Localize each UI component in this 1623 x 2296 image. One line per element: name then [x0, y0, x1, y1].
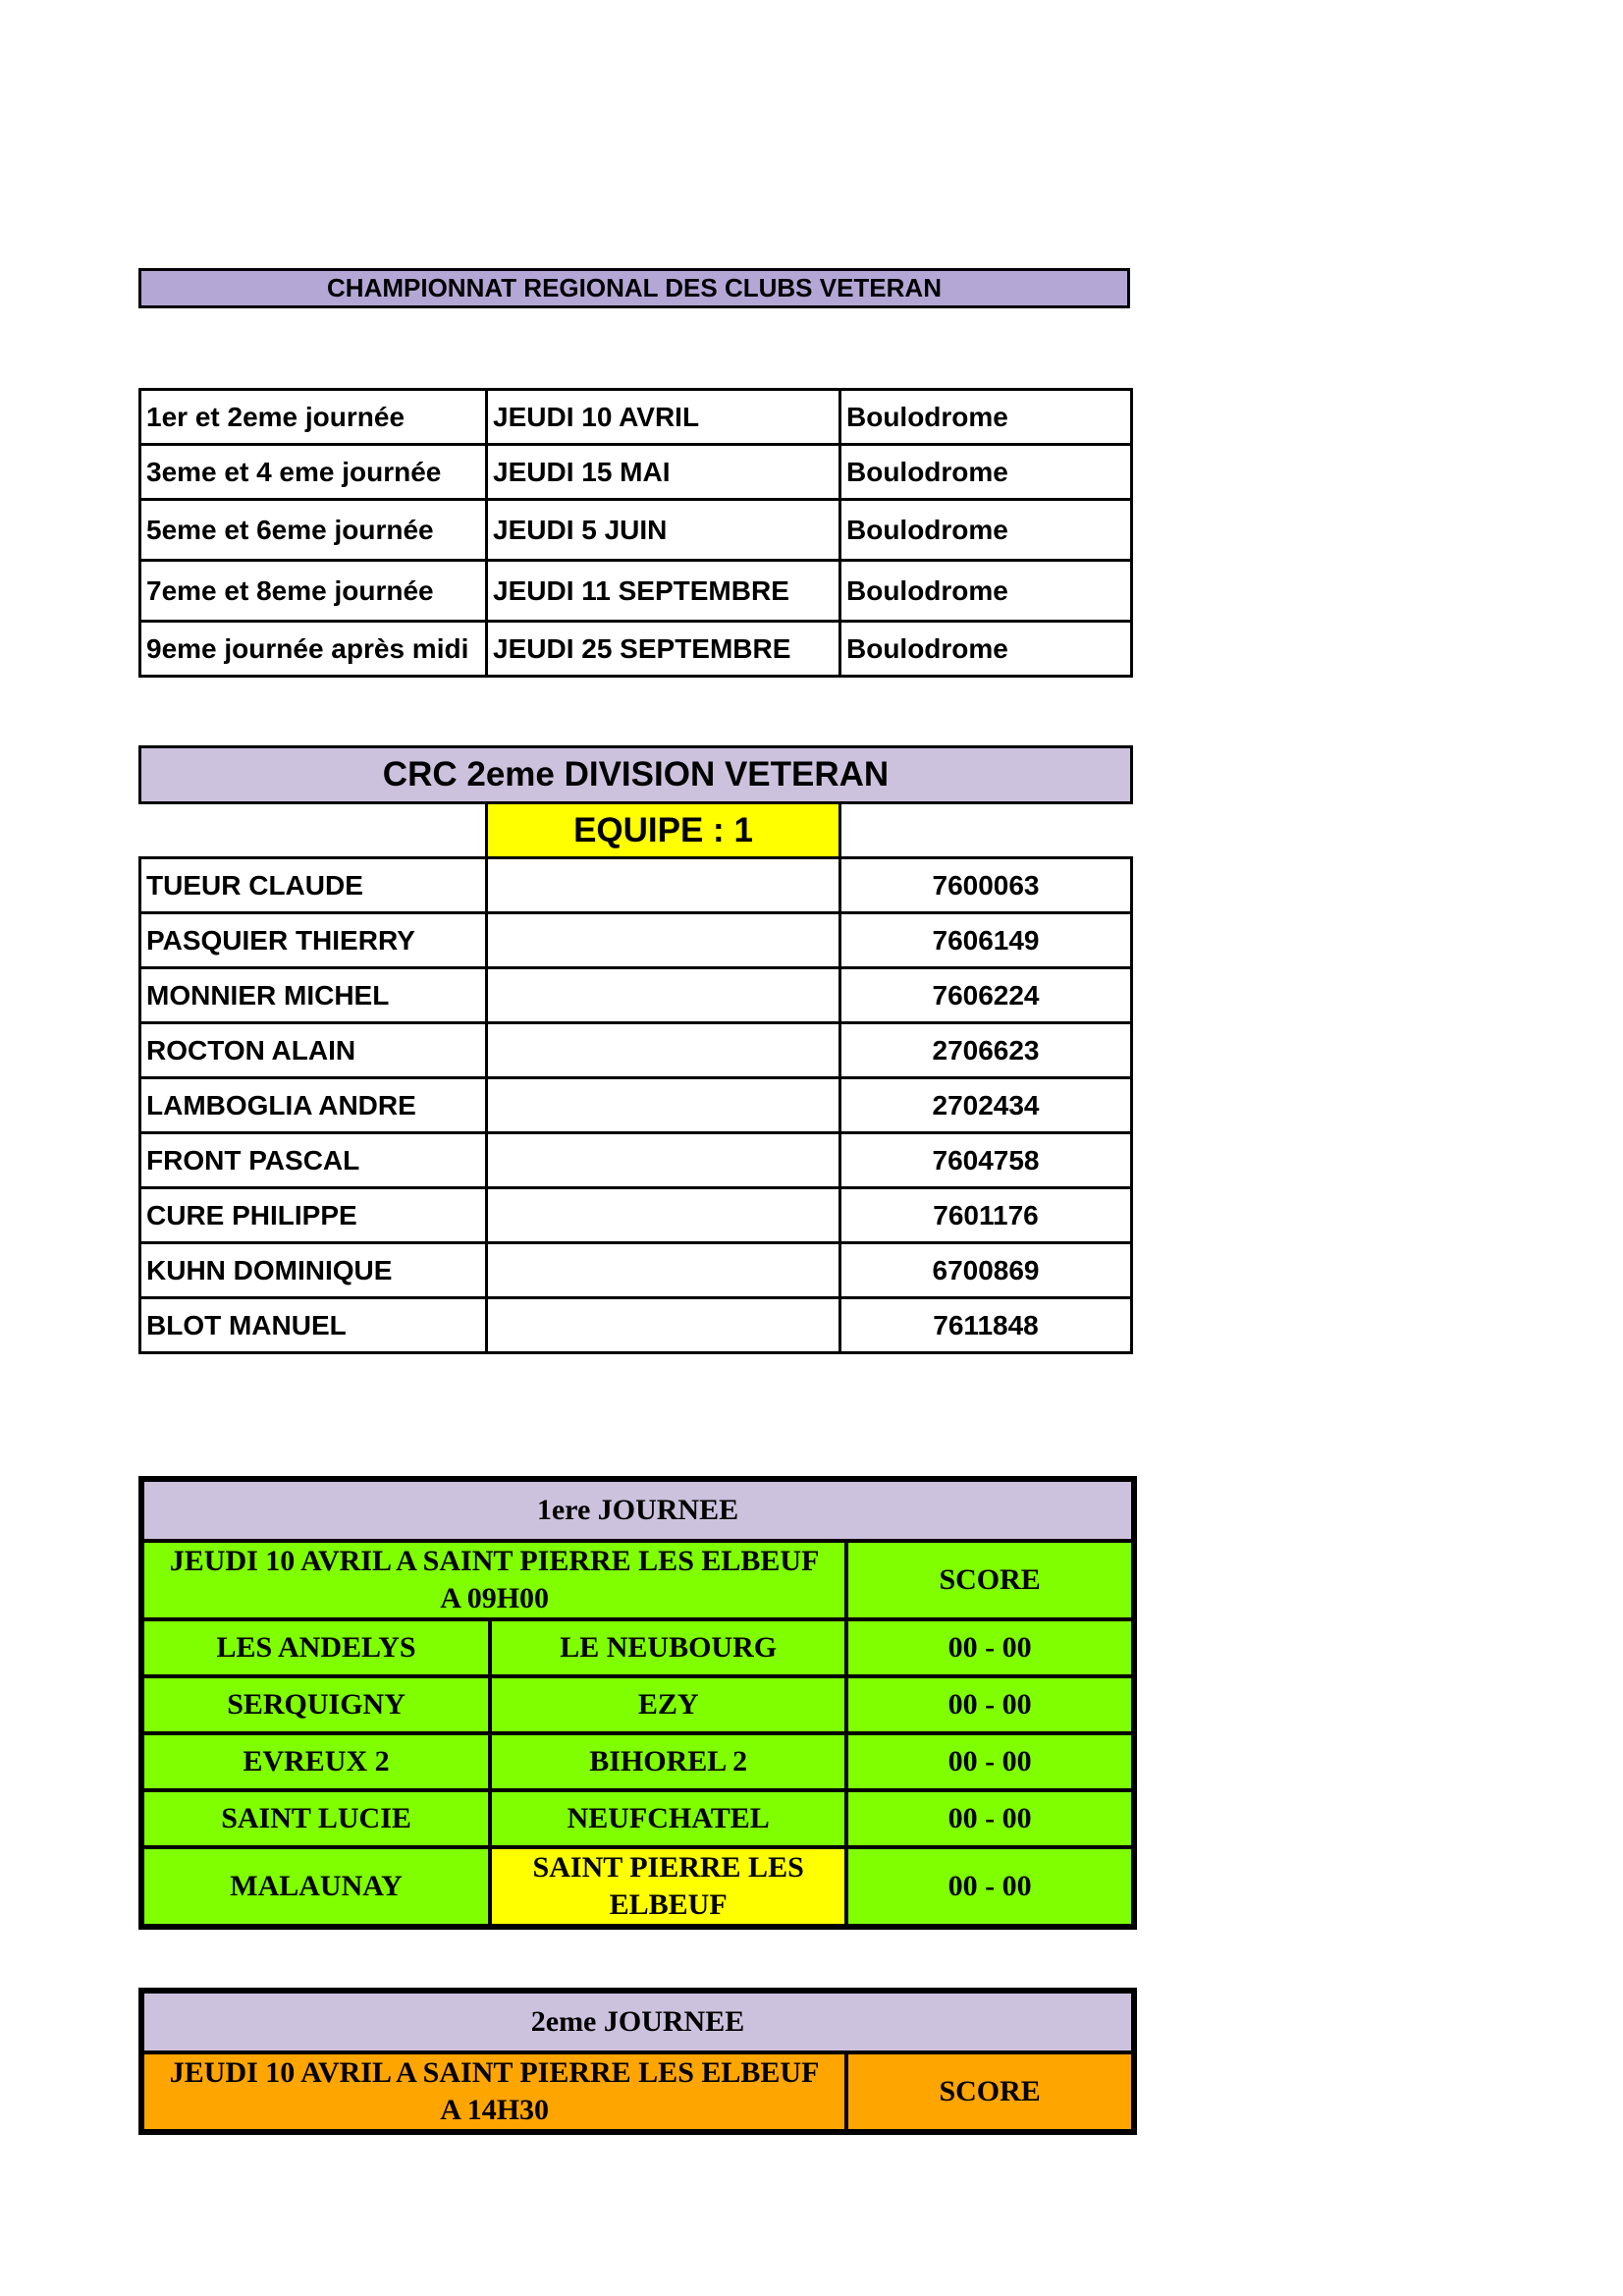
away-team: EZY	[490, 1676, 846, 1733]
player-id: 7611848	[840, 1298, 1132, 1353]
player-name: LAMBOGLIA ANDRE	[140, 1078, 487, 1133]
match-score: 00 - 00	[846, 1733, 1134, 1790]
venue-cell: Boulodrome	[840, 390, 1132, 445]
journee-header-row	[141, 1479, 1134, 1541]
date-cell: JEUDI 11 SEPTEMBRE	[487, 561, 840, 622]
schedule-table	[138, 388, 1133, 678]
player-id: 7600063	[840, 858, 1132, 913]
match-row	[141, 1790, 1134, 1847]
home-team: LES ANDELYS	[141, 1619, 490, 1676]
blank-cell	[487, 1243, 840, 1298]
blank-cell	[487, 1133, 840, 1188]
venue-cell: Boulodrome	[840, 561, 1132, 622]
blank-cell	[140, 803, 487, 858]
host-team	[490, 1847, 846, 1927]
blank-cell	[840, 803, 1132, 858]
player-row	[140, 968, 1132, 1023]
division-title: CRC 2eme DIVISION VETERAN	[140, 747, 1132, 803]
schedule-row	[140, 390, 1132, 445]
division-header-row	[140, 747, 1132, 803]
round-cell: 3eme et 4 eme journée	[140, 445, 487, 500]
player-id: 7606149	[840, 913, 1132, 968]
player-name: PASQUIER THIERRY	[140, 913, 487, 968]
host-team-line: ELBEUF	[609, 1888, 728, 1921]
journee-2-table	[138, 1988, 1137, 2135]
player-row	[140, 1298, 1132, 1353]
away-team: BIHOREL 2	[490, 1733, 846, 1790]
match-row	[141, 1619, 1134, 1676]
blank-cell	[487, 968, 840, 1023]
journee-time-line: A 14H30	[440, 2094, 550, 2126]
player-row	[140, 1078, 1132, 1133]
player-row	[140, 1243, 1132, 1298]
home-team: SERQUIGNY	[141, 1676, 490, 1733]
date-cell: JEUDI 5 JUIN	[487, 500, 840, 561]
round-cell: 7eme et 8eme journée	[140, 561, 487, 622]
team-label: EQUIPE : 1	[487, 803, 840, 858]
schedule-row	[140, 561, 1132, 622]
player-row	[140, 1023, 1132, 1078]
player-id: 7601176	[840, 1188, 1132, 1243]
match-score: 00 - 00	[846, 1847, 1134, 1927]
blank-cell	[487, 1078, 840, 1133]
journee-1-table	[138, 1476, 1137, 1930]
match-row	[141, 1847, 1134, 1927]
player-row	[140, 913, 1132, 968]
schedule-row	[140, 622, 1132, 677]
date-cell: JEUDI 15 MAI	[487, 445, 840, 500]
blank-cell	[487, 1188, 840, 1243]
match-row	[141, 1676, 1134, 1733]
venue-cell: Boulodrome	[840, 500, 1132, 561]
player-name: ROCTON ALAIN	[140, 1023, 487, 1078]
player-row	[140, 1188, 1132, 1243]
journee-title: 2eme JOURNEE	[141, 1991, 1134, 2052]
journee-date	[141, 2052, 846, 2132]
round-cell: 5eme et 6eme journée	[140, 500, 487, 561]
blank-cell	[487, 913, 840, 968]
date-cell: JEUDI 25 SEPTEMBRE	[487, 622, 840, 677]
schedule-row	[140, 500, 1132, 561]
player-id: 7604758	[840, 1133, 1132, 1188]
home-team: MALAUNAY	[141, 1847, 490, 1927]
host-team-line: SAINT PIERRE LES	[532, 1851, 804, 1884]
blank-cell	[487, 1023, 840, 1078]
match-row	[141, 1733, 1134, 1790]
date-cell: JEUDI 10 AVRIL	[487, 390, 840, 445]
player-id: 6700869	[840, 1243, 1132, 1298]
match-score: 00 - 00	[846, 1676, 1134, 1733]
player-id: 2706623	[840, 1023, 1132, 1078]
score-header: SCORE	[846, 2052, 1134, 2132]
venue-cell: Boulodrome	[840, 445, 1132, 500]
score-header: SCORE	[846, 1541, 1134, 1619]
player-name: CURE PHILIPPE	[140, 1188, 487, 1243]
match-score: 00 - 00	[846, 1619, 1134, 1676]
journee-date-line: JEUDI 10 AVRIL A SAINT PIERRE LES ELBEUF	[169, 2056, 820, 2089]
journee-time-line: A 09H00	[440, 1582, 550, 1614]
journee-date	[141, 1541, 846, 1619]
player-id: 7606224	[840, 968, 1132, 1023]
player-name: TUEUR CLAUDE	[140, 858, 487, 913]
player-row	[140, 858, 1132, 913]
match-score: 00 - 00	[846, 1790, 1134, 1847]
round-cell: 1er et 2eme journée	[140, 390, 487, 445]
player-name: KUHN DOMINIQUE	[140, 1243, 487, 1298]
roster-table	[138, 745, 1133, 1354]
page-title: CHAMPIONNAT REGIONAL DES CLUBS VETERAN	[138, 268, 1130, 308]
blank-cell	[487, 1298, 840, 1353]
round-cell: 9eme journée après midi	[140, 622, 487, 677]
player-row	[140, 1133, 1132, 1188]
team-row	[140, 803, 1132, 858]
home-team: EVREUX 2	[141, 1733, 490, 1790]
player-name: FRONT PASCAL	[140, 1133, 487, 1188]
journee-date-line: JEUDI 10 AVRIL A SAINT PIERRE LES ELBEUF	[169, 1545, 820, 1577]
away-team: LE NEUBOURG	[490, 1619, 846, 1676]
schedule-row	[140, 445, 1132, 500]
venue-cell: Boulodrome	[840, 622, 1132, 677]
blank-cell	[487, 858, 840, 913]
player-id: 2702434	[840, 1078, 1132, 1133]
home-team: SAINT LUCIE	[141, 1790, 490, 1847]
journee-title: 1ere JOURNEE	[141, 1479, 1134, 1541]
journee-date-row	[141, 1541, 1134, 1619]
journee-header-row	[141, 1991, 1134, 2052]
player-name: MONNIER MICHEL	[140, 968, 487, 1023]
player-name: BLOT MANUEL	[140, 1298, 487, 1353]
away-team: NEUFCHATEL	[490, 1790, 846, 1847]
journee-date-row	[141, 2052, 1134, 2132]
